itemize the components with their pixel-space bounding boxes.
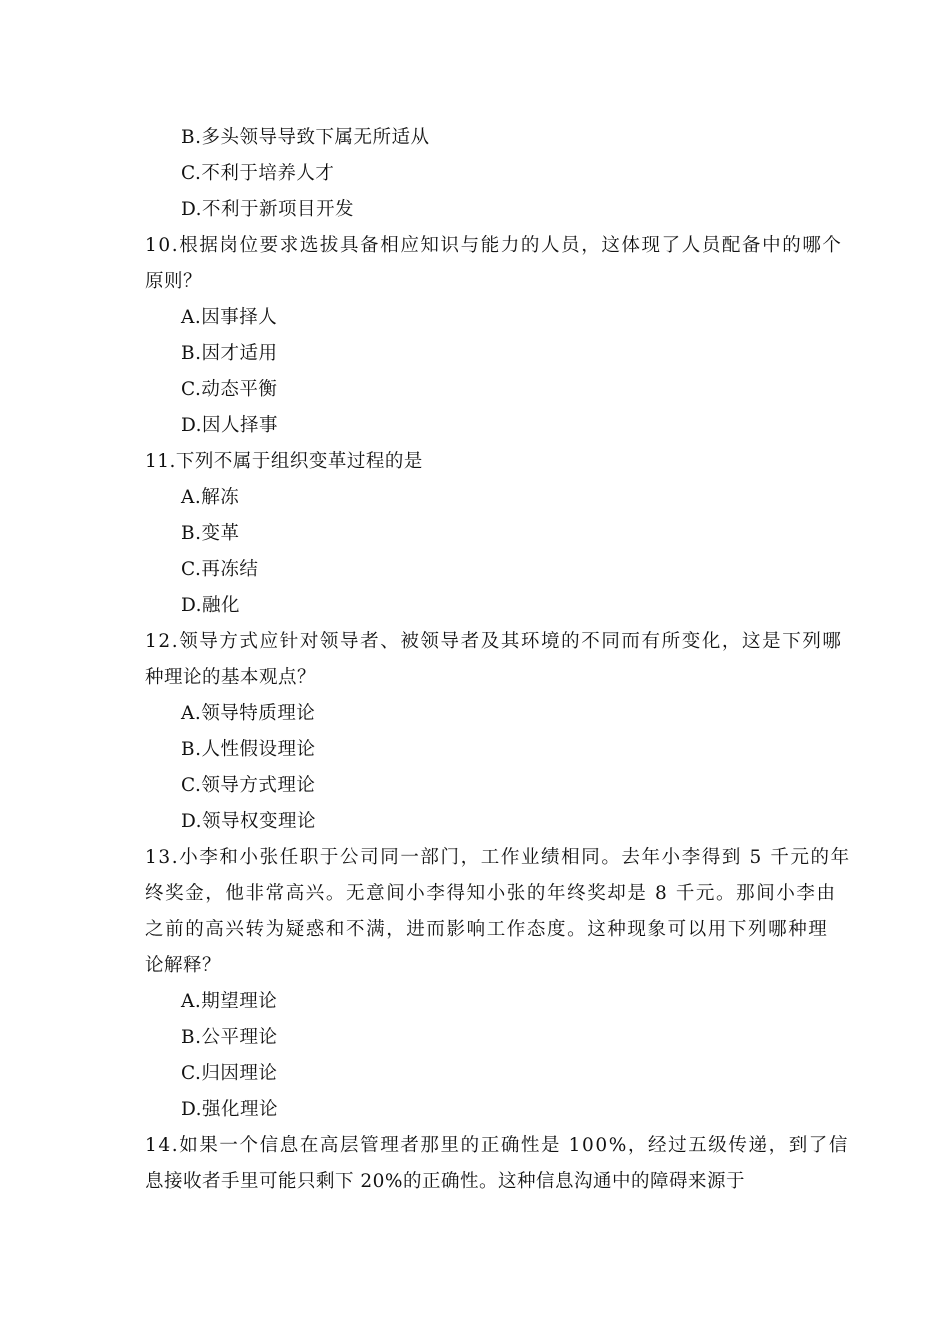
option-a: A.期望理论 <box>181 991 278 1012</box>
option-a: A.解冻 <box>181 487 240 508</box>
option-c: C.再冻结 <box>181 559 259 580</box>
question-text: 终奖金，他非常高兴。无意间小李得知小张的年终奖却是 8 千元。那间小李由 <box>145 883 837 904</box>
option-d: D.强化理论 <box>181 1099 279 1120</box>
page-content <box>145 120 851 1200</box>
question-10 <box>145 228 843 444</box>
option-d: D.融化 <box>181 595 241 616</box>
question-text: 13.小李和小张任职于公司同一部门，工作业绩相同。去年小李得到 5 千元的年 <box>145 847 851 868</box>
question-13 <box>145 840 851 1128</box>
option-c: C.不利于培养人才 <box>181 163 335 184</box>
question-text: 12.领导方式应针对领导者、被领导者及其环境的不同而有所变化，这是下列哪 <box>145 631 843 652</box>
option-b: B.公平理论 <box>181 1027 278 1048</box>
option-a: A.因事择人 <box>181 307 278 328</box>
question-text: 11.下列不属于组织变革过程的是 <box>145 451 423 472</box>
option-b: B.变革 <box>181 523 240 544</box>
option-b: B.多头领导导致下属无所适从 <box>181 127 430 148</box>
option-b: B.因才适用 <box>181 343 278 364</box>
question-14 <box>145 1128 849 1200</box>
option-b: B.人性假设理论 <box>181 739 316 760</box>
option-c: C.领导方式理论 <box>181 775 316 796</box>
question-text: 息接收者手里可能只剩下 20%的正确性。这种信息沟通中的障碍来源于 <box>145 1171 746 1192</box>
question-11 <box>145 444 815 624</box>
question-text: 原则？ <box>145 271 203 292</box>
question-text: 10.根据岗位要求选拔具备相应知识与能力的人员，这体现了人员配备中的哪个 <box>145 235 843 256</box>
question-text: 14.如果一个信息在高层管理者那里的正确性是 100%，经过五级传递，到了信 <box>145 1135 849 1156</box>
question-12 <box>145 624 843 840</box>
option-d: D.领导权变理论 <box>181 811 317 832</box>
question-text: 种理论的基本观点？ <box>145 667 317 688</box>
option-d: D.不利于新项目开发 <box>181 199 355 220</box>
option-c: C.归因理论 <box>181 1063 278 1084</box>
option-c: C.动态平衡 <box>181 379 278 400</box>
question-text: 之前的高兴转为疑惑和不满，进而影响工作态度。这种现象可以用下列哪种理 <box>145 919 829 940</box>
option-d: D.因人择事 <box>181 415 279 436</box>
question-text: 论解释？ <box>145 955 222 976</box>
option-a: A.领导特质理论 <box>181 703 316 724</box>
